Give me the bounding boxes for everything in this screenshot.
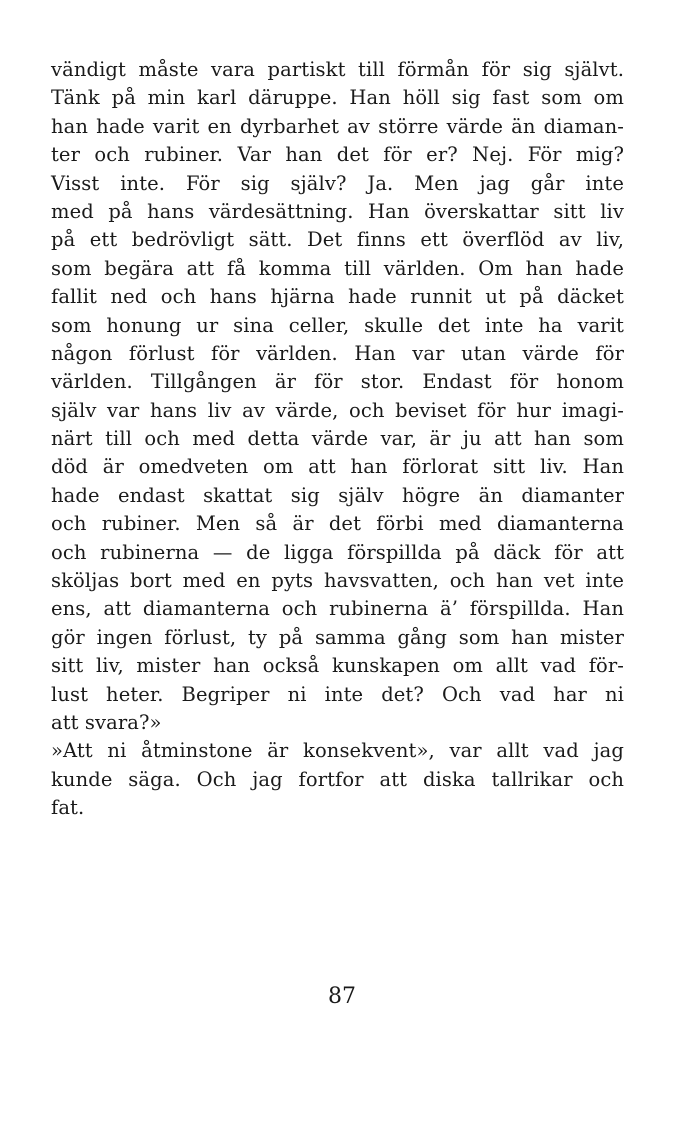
text-line: kunde säga. Och jag fortfor att diska tallrikar och — [51, 767, 624, 791]
text-line: gör ingen förlust, ty på samma gång som han mister — [51, 625, 624, 649]
text-line: han hade varit en dyrbarhet av större värde än diaman- — [51, 114, 624, 138]
text-line: ter och rubiner. Var han det för er? Nej. För mig? — [51, 143, 624, 167]
page-number: 87 — [328, 984, 356, 1009]
text-line: fallit ned och hans hjärna hade runnit ut på däcket — [51, 285, 624, 309]
text-line: själv var hans liv av värde, och beviset för hur imagi- — [51, 398, 624, 422]
text-line: som honung ur sina celler, skulle det inte ha varit — [51, 313, 624, 337]
text-line: lust heter. Begriper ni inte det? Och vad har ni — [51, 682, 624, 706]
text-line: sitt liv, mister han också kunskapen om allt vad för- — [51, 654, 624, 678]
text-line: och rubiner. Men så är det förbi med diamanterna — [51, 512, 624, 536]
text-line: som begära att få komma till världen. Om han hade — [51, 256, 624, 280]
text-line: med på hans värdesättning. Han överskattar sitt liv — [51, 199, 624, 223]
text-line: någon förlust för världen. Han var utan värde för — [51, 341, 624, 365]
text-line: fat. — [51, 796, 85, 820]
text-line: på ett bedrövligt sätt. Det finns ett överflöd av liv, — [51, 228, 624, 252]
text-line: död är omedveten om att han förlorat sitt liv. Han — [51, 455, 624, 479]
text-line: sköljas bort med en pyts havsvatten, och han vet inte — [51, 569, 624, 593]
text-line: vändigt måste vara partiskt till förmån för sig självt. — [51, 58, 624, 81]
text-line: världen. Tillgången är för stor. Endast för honom — [51, 370, 624, 394]
text-line: Visst inte. För sig själv? Ja. Men jag går inte — [51, 171, 624, 195]
text-line: och rubinerna — de ligga förspillda på däck för att — [51, 540, 624, 564]
body-text — [51, 56, 624, 823]
text-line: att svara?» — [51, 710, 162, 734]
text-line: »Att ni åtminstone är konsekvent», var allt vad jag — [51, 739, 624, 763]
text-line: närt till och med detta värde var, är ju att han som — [51, 427, 624, 451]
text-line: hade endast skattat sig själv högre än diamanter — [51, 483, 624, 507]
text-line: Tänk på min karl däruppe. Han höll sig fast som om — [51, 86, 624, 110]
text-line: ens, att diamanterna och rubinerna ä’ förspillda. Han — [51, 597, 624, 621]
